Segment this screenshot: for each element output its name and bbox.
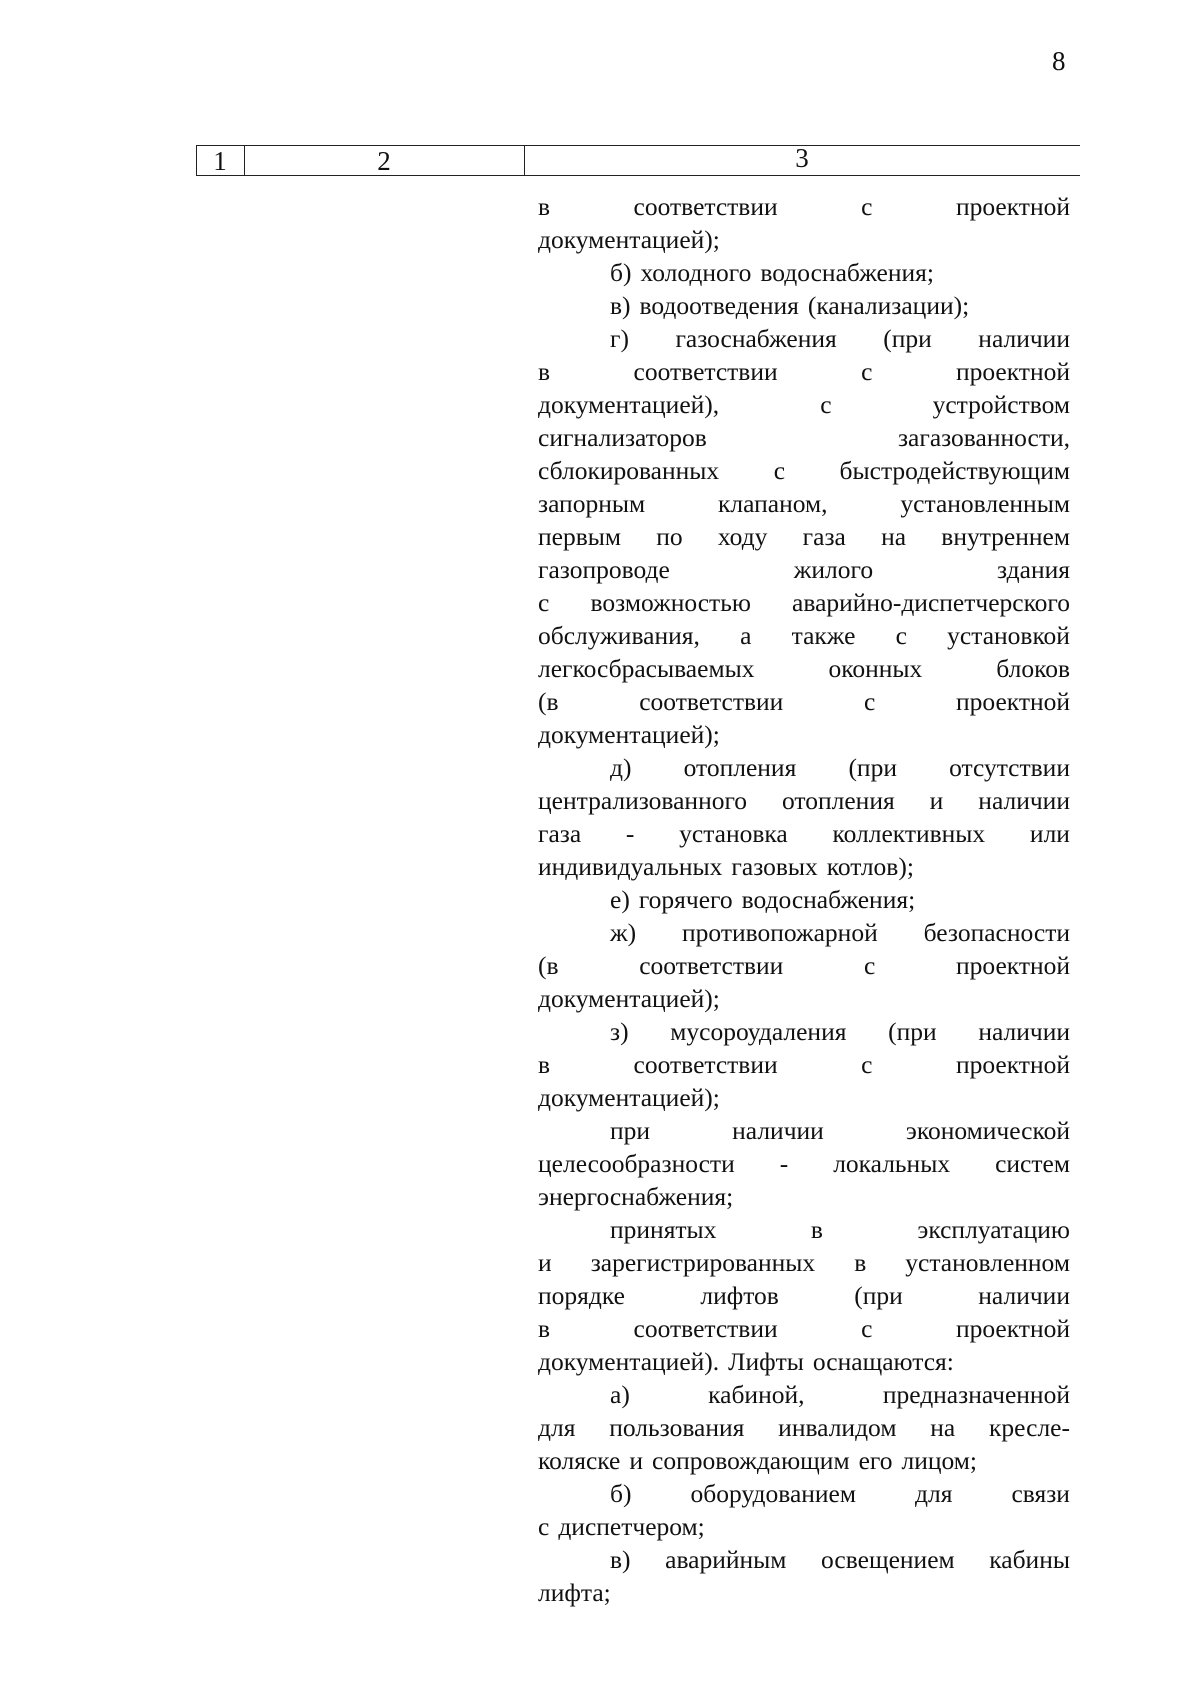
text-line: газопроводе жилого здания bbox=[538, 555, 1070, 584]
text-line: коляске и сопровождающим его лицом; bbox=[538, 1446, 978, 1475]
text-line: принятых в эксплуатацию bbox=[610, 1215, 1070, 1244]
text-line: легкосбрасываемых оконных блоков bbox=[538, 654, 1070, 683]
text-line: порядке лифтов (при наличии bbox=[538, 1281, 1070, 1310]
text-line: документацией); bbox=[538, 1083, 720, 1112]
column-number-2: 2 bbox=[377, 146, 391, 176]
text-line: в соответствии с проектной bbox=[538, 192, 1070, 221]
text-line: б) оборудованием для связи bbox=[610, 1479, 1070, 1508]
text-line: при наличии экономической bbox=[610, 1116, 1070, 1145]
text-line: в соответствии с проектной bbox=[538, 357, 1070, 386]
text-line: в соответствии с проектной bbox=[538, 1314, 1070, 1343]
text-line: энергоснабжения; bbox=[538, 1182, 734, 1211]
text-line: в соответствии с проектной bbox=[538, 1050, 1070, 1079]
text-line: документацией). Лифты оснащаются: bbox=[538, 1347, 954, 1376]
text-line: г) газоснабжения (при наличии bbox=[610, 324, 1070, 353]
text-line: документацией); bbox=[538, 720, 720, 749]
text-line: для пользования инвалидом на кресле- bbox=[538, 1413, 1070, 1442]
text-line: в) аварийным освещением кабины bbox=[610, 1545, 1070, 1574]
text-line: сигнализаторов загазованности, bbox=[538, 423, 1070, 452]
text-line: (в соответствии с проектной bbox=[538, 951, 1070, 980]
text-line: централизованного отопления и наличии bbox=[538, 786, 1070, 815]
text-line: индивидуальных газовых котлов); bbox=[538, 852, 914, 881]
text-line: з) мусороудаления (при наличии bbox=[610, 1017, 1070, 1046]
column-3-text bbox=[538, 190, 1070, 1609]
column-number-3: 3 bbox=[795, 143, 809, 173]
page-number: 8 bbox=[1052, 46, 1066, 76]
text-line: документацией); bbox=[538, 984, 720, 1013]
text-line: б) холодного водоснабжения; bbox=[610, 258, 934, 287]
text-line: обслуживания, а также с установкой bbox=[538, 621, 1070, 650]
table-header bbox=[196, 143, 1080, 177]
text-line: лифта; bbox=[538, 1578, 611, 1607]
text-line: с возможностью аварийно-диспетчерского bbox=[538, 588, 1070, 617]
text-line: газа - установка коллективных или bbox=[538, 819, 1070, 848]
text-line: запорным клапаном, установленным bbox=[538, 489, 1070, 518]
text-line: ж) противопожарной безопасности bbox=[610, 918, 1070, 947]
text-line: сблокированных с быстродействующим bbox=[538, 456, 1070, 485]
column-number-1: 1 bbox=[213, 146, 227, 176]
text-line: а) кабиной, предназначенной bbox=[610, 1380, 1070, 1409]
text-line: первым по ходу газа на внутреннем bbox=[538, 522, 1070, 551]
text-line: документацией), с устройством bbox=[538, 390, 1070, 419]
text-line: с диспетчером; bbox=[538, 1512, 705, 1541]
text-line: е) горячего водоснабжения; bbox=[610, 885, 916, 914]
text-line: (в соответствии с проектной bbox=[538, 687, 1070, 716]
text-line: д) отопления (при отсутствии bbox=[610, 753, 1070, 782]
text-line: целесообразности - локальных систем bbox=[538, 1149, 1070, 1178]
text-line: документацией); bbox=[538, 225, 720, 254]
text-line: и зарегистрированных в установленном bbox=[538, 1248, 1070, 1277]
text-line: в) водоотведения (канализации); bbox=[610, 291, 970, 320]
